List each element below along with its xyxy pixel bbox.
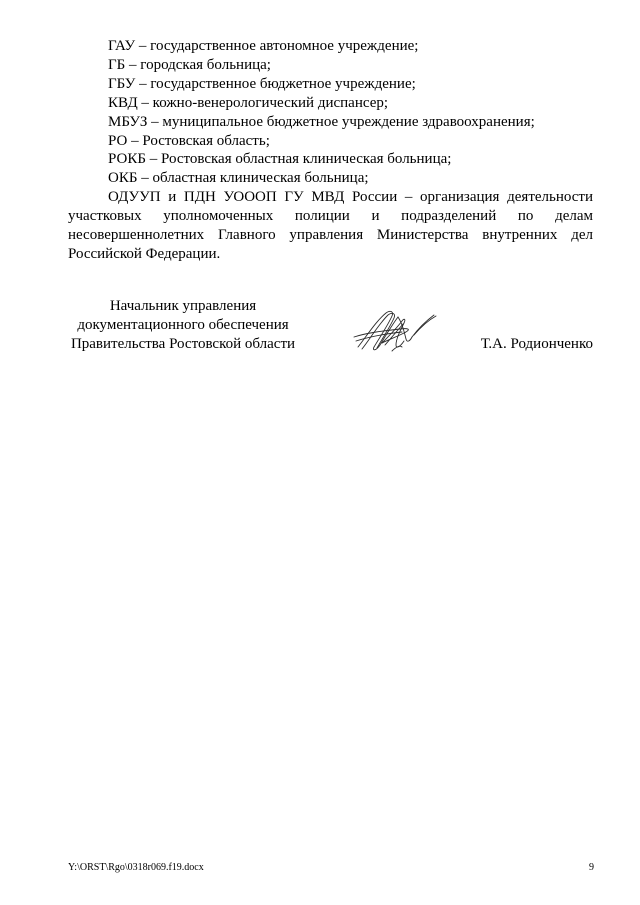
abbreviation-item: ГБУ – государственное бюджетное учреждение; — [108, 75, 416, 92]
handwritten-signature — [352, 307, 442, 355]
signatory-position-line: документационного обеспечения — [77, 317, 289, 333]
signatory-position-line: Правительства Ростовской области — [70, 336, 296, 352]
page-number: 9 — [589, 862, 594, 873]
signatory-position — [68, 297, 298, 354]
abbreviation-item: РОКБ – Ростовская областная клиническая больница; — [108, 151, 452, 168]
abbreviation-item-long: ОДУУП и ПДН УОООП ГУ МВД России – организация деятельности участковых уполномоченных полиции и подразделений по делам несовершеннолетних Главного управления Министерства внутренних дел Российской Федерации. — [68, 189, 593, 262]
signatory-position-line: Начальник управления — [109, 298, 257, 314]
signature-block — [0, 0, 640, 400]
abbreviation-item: КВД – кожно-венерологический диспансер; — [108, 94, 389, 111]
abbreviation-item: ГАУ – государственное автономное учреждение; — [108, 38, 419, 54]
signatory-name: Т.А. Родионченко — [480, 336, 593, 352]
abbreviation-item: ОКБ – областная клиническая больница; — [108, 170, 369, 187]
abbreviation-item: РО – Ростовская область; — [108, 132, 270, 149]
footer-file-path: Y:\ORST\Rgo\0318r069.f19.docx — [68, 862, 204, 873]
abbreviation-item: МБУЗ – муниципальное бюджетное учреждение здравоохранения; — [108, 113, 535, 130]
abbreviation-item: ГБ – городская больница; — [108, 56, 271, 73]
